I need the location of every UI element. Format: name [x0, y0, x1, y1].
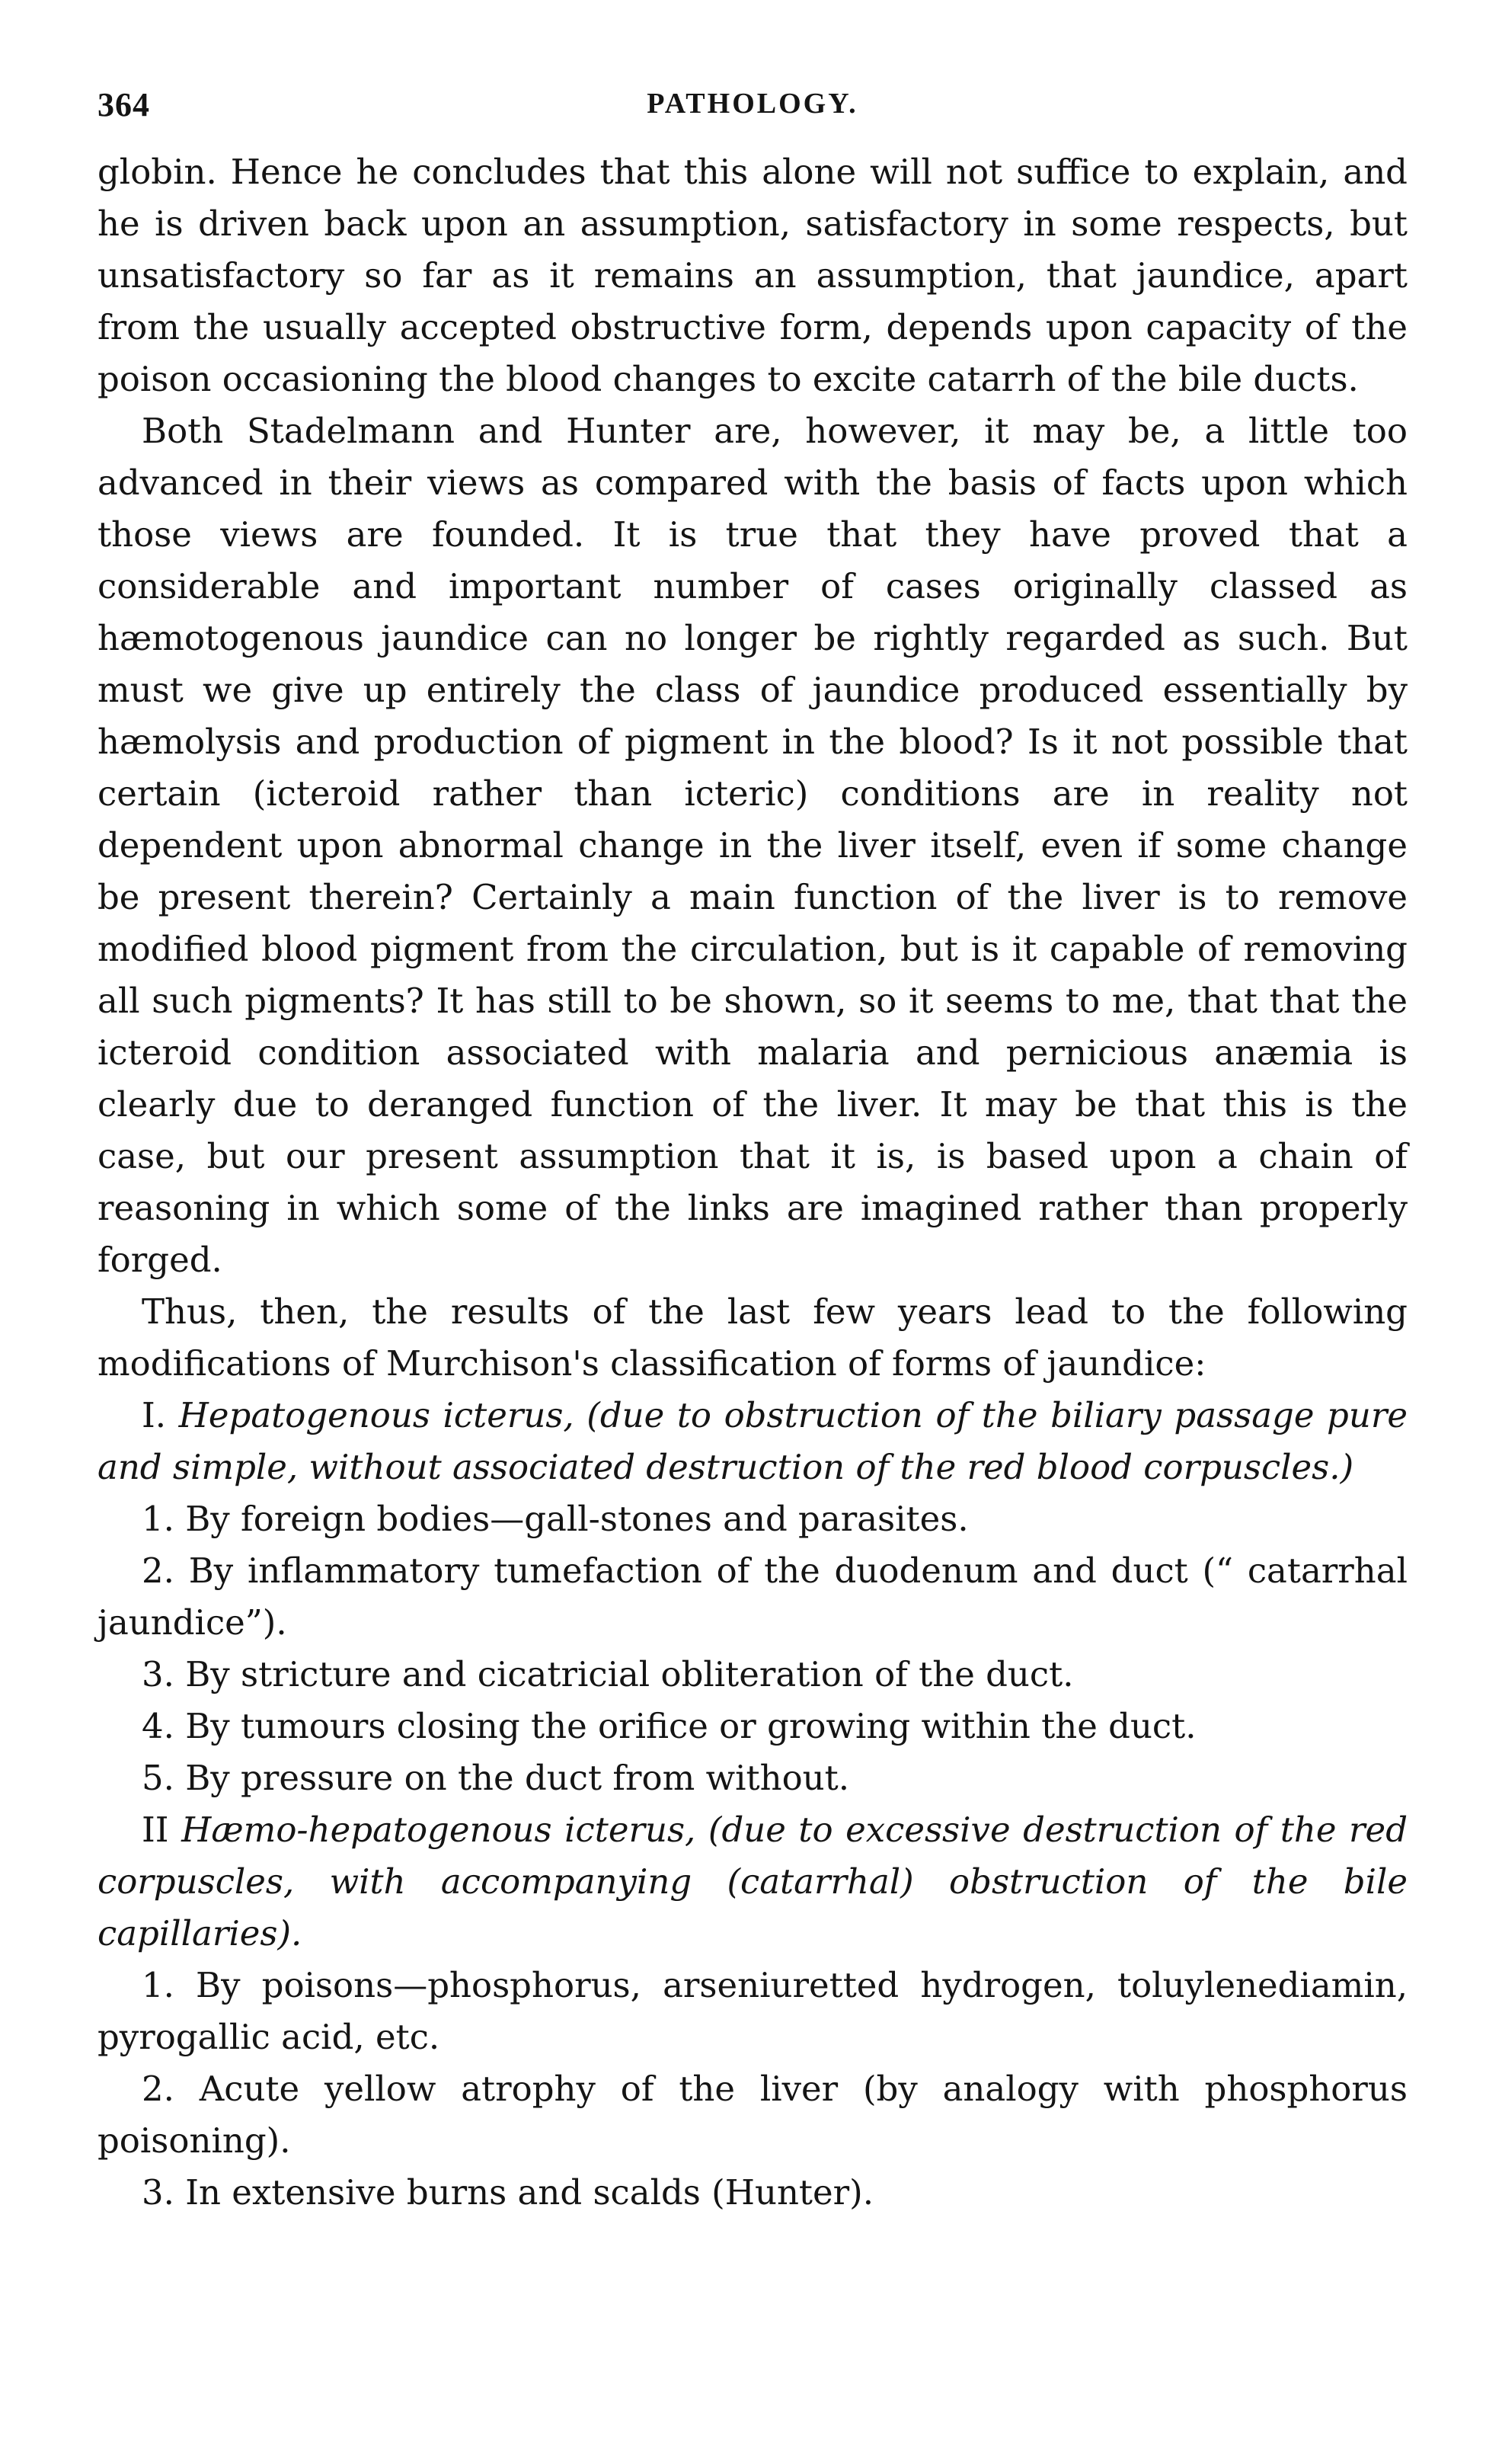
section-2-title: Hæmo-hepatogenous icterus, (due to excessive destruction of the red corpuscles, with accompanying (catarrhal) obstruction of the bile capillaries).	[97, 1810, 1408, 1954]
section-1-item: 2. By inflammatory tumefaction of the duodenum and duct (“ catarrhal jaundice”).	[97, 1550, 1408, 1643]
section-1-heading	[97, 1390, 1408, 1493]
body-text	[97, 146, 1408, 2219]
section-1-numeral: I.	[142, 1395, 167, 1435]
section-1-item: 3. By stricture and cicatricial obliteration of the duct.	[142, 1654, 1074, 1694]
section-2-item: 3. In extensive burns and scalds (Hunter).	[142, 2172, 874, 2213]
page-header	[97, 85, 1408, 139]
section-1-item: 5. By pressure on the duct from without.	[142, 1758, 850, 1798]
running-head: PATHOLOGY.	[647, 88, 858, 120]
section-2-item: 1. By poisons—phosphorus, arseniuretted hydrogen, toluylenediamin, pyrogallic acid, etc.	[97, 1965, 1408, 2057]
paragraph-continuation: globin. Hence he concludes that this alone will not suffice to explain, and he is driven back upon an assumption, satisfactory in some respects, but unsatisfactory so far as it remains an assumption, that jaundice, apart from the usually accepted obstructive form, depends upon capacity of the poison occasioning the blood changes to excite catarrh of the bile ducts.	[97, 152, 1408, 399]
paragraph-stadelmann-hunter: Both Stadelmann and Hunter are, however, it may be, a little too advanced in their views as compared with the basis of facts upon which those views are founded. It is true that they have proved that a considerable and important number of cases originally classed as hæmotogenous jaundice can no longer be rightly regarded as such. But must we give up entirely the class of jaundice produced essentially by hæmolysis and production of pigment in the blood? Is it not possible that certain (icteroid rather than icteric) conditions are in reality not dependent upon abnormal change in the liver itself, even if some change be present therein? Certainly a main function of the liver is to remove modified blood pigment from the circulation, but is it capable of removing all such pigments? It has still to be shown, so it seems to me, that that the icteroid condition associated with malaria and pernicious anæmia is clearly due to deranged function of the liver. It may be that this is the case, but our present assumption that it is, is based upon a chain of reasoning in which some of the links are imagined rather than properly forged.	[97, 411, 1408, 1280]
section-1-title: Hepatogenous icterus, (due to obstruction of the biliary passage pure and simple, without associated destruction of the red blood corpuscles.)	[97, 1395, 1408, 1487]
section-1-item: 1. By foreign bodies—gall-stones and parasites.	[142, 1499, 969, 1539]
section-1-item: 4. By tumours closing the orifice or growing within the duct.	[142, 1706, 1197, 1746]
paragraph-classification-intro: Thus, then, the results of the last few years lead to the following modifications of Murchison's classification of forms of jaundice:	[97, 1291, 1408, 1384]
page-number: 364	[97, 86, 150, 123]
page	[97, 85, 1408, 2219]
section-2-heading	[97, 1804, 1408, 1960]
section-2-item: 2. Acute yellow atrophy of the liver (by analogy with phosphorus poisoning).	[97, 2069, 1408, 2161]
section-2-numeral: II	[142, 1810, 169, 1850]
